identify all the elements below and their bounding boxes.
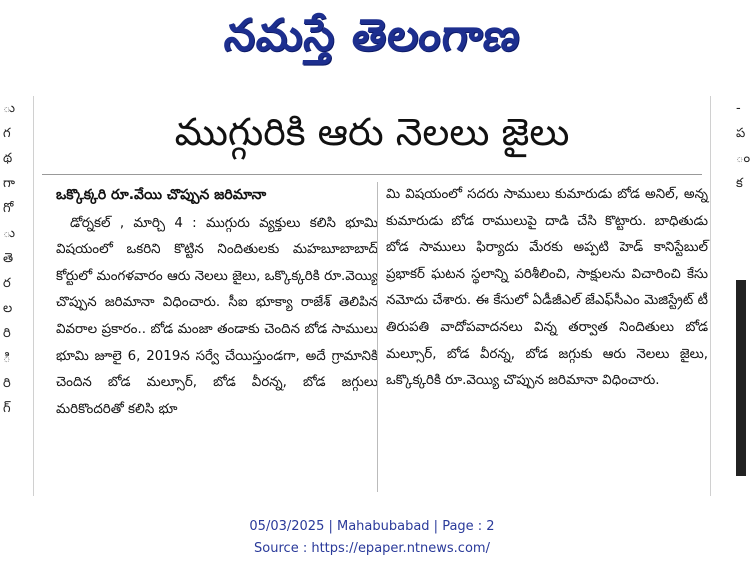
edge-fragment: - xyxy=(736,101,741,116)
edge-fragment: ప xyxy=(736,126,746,141)
newspaper-masthead xyxy=(0,0,744,82)
edge-fragment: ల xyxy=(3,301,13,316)
edge-fragment: గో xyxy=(3,201,14,216)
edge-fragment: రి xyxy=(3,326,11,341)
adjacent-article-left-fragment xyxy=(3,96,25,421)
edge-fragment: ు xyxy=(3,226,16,241)
masthead-logo: నమస్తే తెలంగాణ xyxy=(221,10,524,61)
headline-rule xyxy=(42,174,702,175)
edge-fragment: ి xyxy=(3,351,11,366)
edge-fragment: ు xyxy=(3,101,16,116)
footer-source-link[interactable]: Source : https://epaper.ntnews.com/ xyxy=(254,541,490,556)
article-clipping xyxy=(33,96,711,496)
article-column-right xyxy=(386,182,708,395)
edge-fragment: తె xyxy=(3,251,14,266)
edge-fragment: గా xyxy=(3,176,15,191)
adjacent-photo xyxy=(736,280,746,476)
edge-fragment: క xyxy=(736,176,743,191)
edge-fragment: గ xyxy=(3,126,11,141)
adjacent-article-right-fragment xyxy=(736,96,750,196)
article-body-left: డోర్నకల్ , మార్చి 4 : ముగ్గురు వ్యక్తులు కలిసి భూమి విషయంలో ఒకరిని కొట్టిన నిందితులకు మహబూబాబాద్ కోర్టులో మంగళవారం ఆరు నెలలు జైలు, ఒక్కొక్కరికి రూ.వెయ్యి చొప్పున జరిమానా విధించారు. సీఐ భూక్యా రాజేశ్ తెలిపిన వివరాల ప్రకారం.. బోడ మంజా తండాకు చెందిన బోడ సాములు భూమి జూలై 6, 2019న సర్వే చేయిస్తుండగా, అదే గ్రామానికి చెందిన బోడ మల్సూర్, బోడ వీరన్న, బోడ జగ్గులు మరికొందరితో కలిసి భూ xyxy=(56,215,378,417)
article-column-left xyxy=(56,182,378,423)
edge-fragment: ర xyxy=(3,276,11,291)
edge-fragment: గ్ xyxy=(3,401,11,416)
article-headline: ముగ్గురికి ఆరు నెలలు జైలు xyxy=(174,110,570,154)
clipping-footer xyxy=(0,516,744,560)
article-subhead: ఒక్కొక్కరి రూ.వేయి చొప్పున జరిమానా xyxy=(56,187,267,203)
edge-fragment: రి xyxy=(3,376,11,391)
article-body-right: మి విషయంలో సదరు సాములు కుమారుడు బోడ అనిల్, అన్న కుమారుడు బోడ రాములుపై దాడి చేసి కొట్టారు. బాధితుడు బోడ సాములు ఫిర్యాదు మేరకు అప్పటి హెడ్ కానిస్టేబుల్ ప్రభాకర్ ఘటన స్థలాన్ని పరిశీలించి, సాక్షులను విచారించి కేసు నమోదు చేశారు. ఈ కేసులో ఏడీజీఎల్ జేఎఫ్‌సీఎం మెజిస్ట్రేట్ టీ తిరుపతి వాదోపవాదనలు విన్న తర్వాత నిందితులు బోడ మల్సూర్, బోడ వీరన్న, బోడ జగ్గుకు ఆరు నెలలు జైలు, ఒక్కొక్కరికి రూ.వెయ్యి చొప్పున జరిమానా విధించారు. xyxy=(386,187,708,389)
edge-fragment: థ xyxy=(3,151,13,166)
edge-fragment: ం xyxy=(736,151,750,166)
footer-edition-info: 05/03/2025 | Mahabubabad | Page : 2 xyxy=(249,519,495,534)
column-divider xyxy=(377,182,378,492)
